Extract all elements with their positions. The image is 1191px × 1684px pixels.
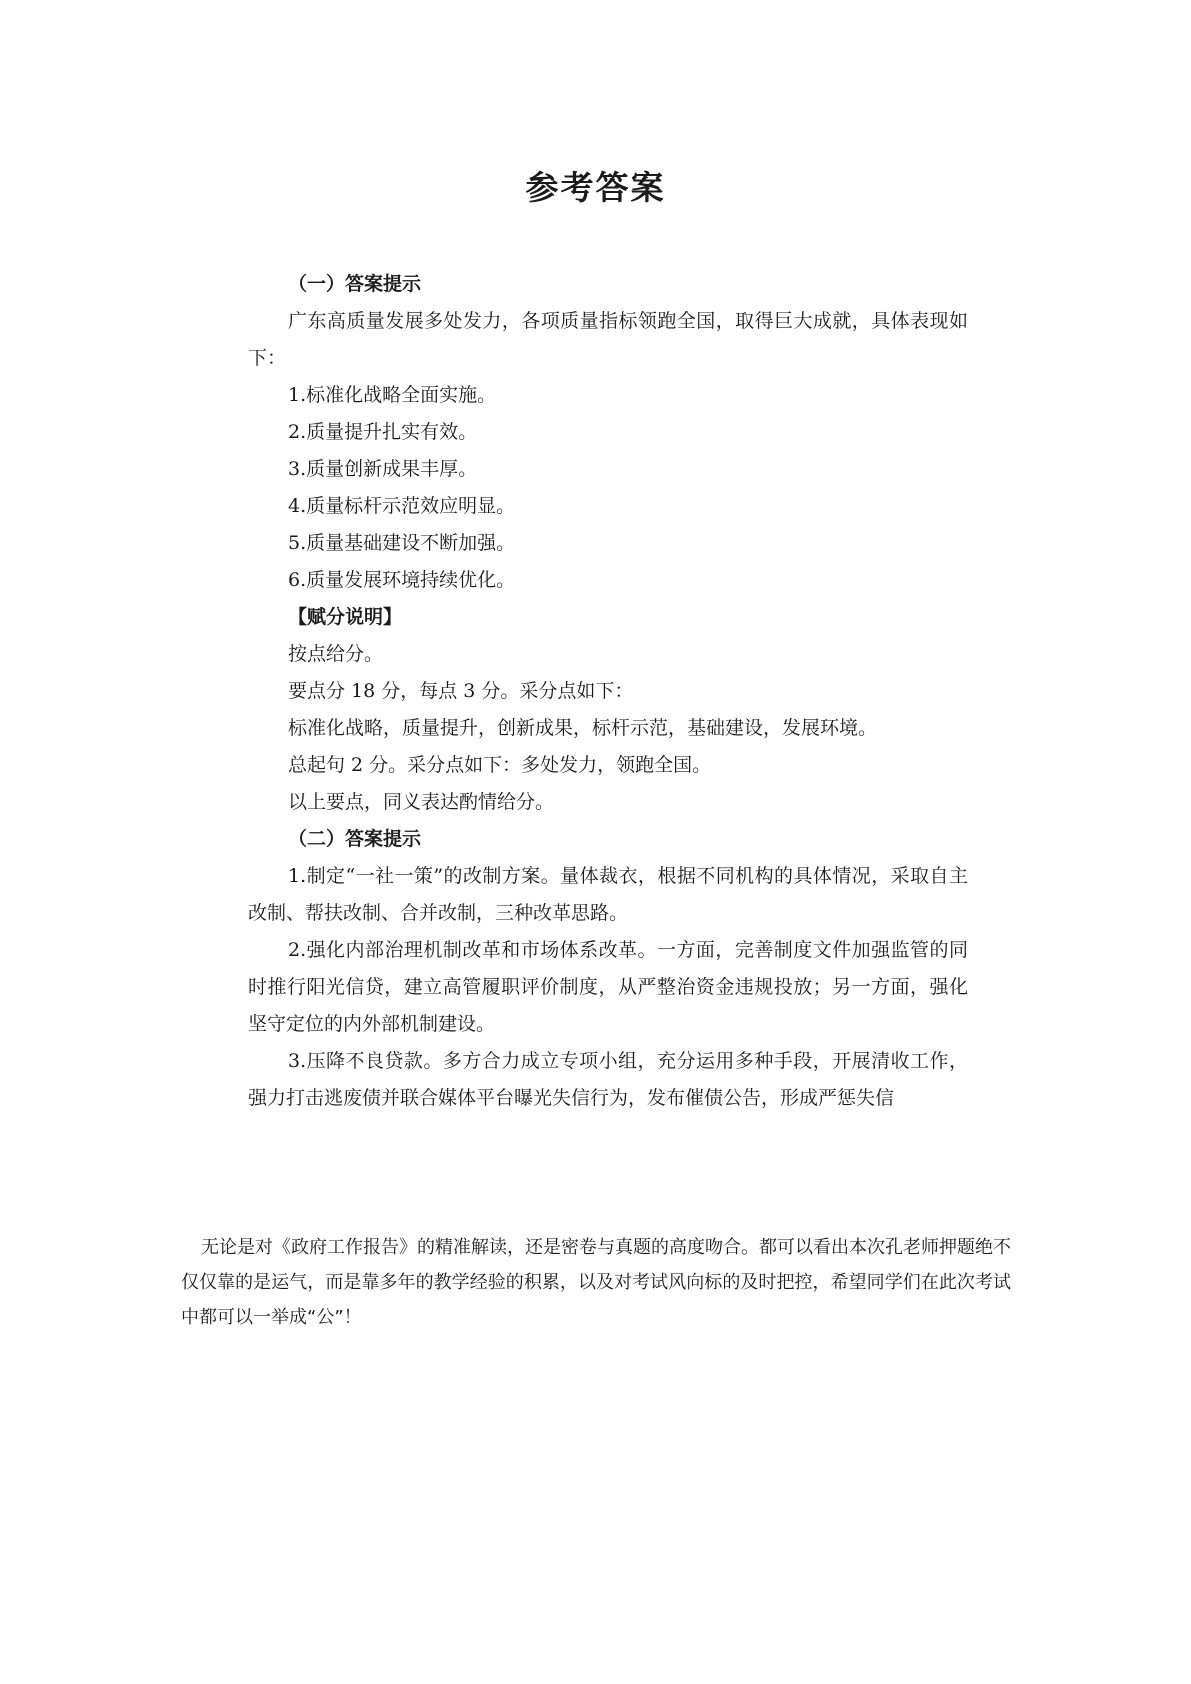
scoring-line-1: 按点给分。: [288, 643, 384, 665]
answer-section: [248, 266, 968, 1117]
section-2-paragraph-2: 2.强化内部治理机制改革和市场体系改革。一方面，完善制度文件加强监管的同时推行阳光信贷，建立高管履职评价制度，从严整治资金违规投放；另一方面，强化坚守定位的内外部机制建设。: [248, 939, 968, 1035]
scoring-line-4: 总起句 2 分。采分点如下：多处发力，领跑全国。: [288, 754, 712, 776]
section-2-paragraph-1: 1.制定“一社一策”的改制方案。量体裁衣，根据不同机构的具体情况，采取自主改制、帮扶改制、合并改制，三种改革思路。: [248, 865, 968, 924]
section-2-paragraph-3: 3.压降不良贷款。多方合力成立专项小组，充分运用多种手段，开展清收工作，强力打击逃废债并联合媒体平台曝光失信行为，发布催债公告，形成严惩失信: [248, 1050, 968, 1109]
scoring-line-2: 要点分 18 分，每点 3 分。采分点如下：: [288, 680, 634, 702]
commentary-paragraph: 无论是对《政府工作报告》的精准解读，还是密卷与真题的高度吻合。都可以看出本次孔老师押题绝不仅仅靠的是运气，而是靠多年的教学经验的积累，以及对考试风向标的及时把控，希望同学们在此次考试中都可以一举成“公”！: [181, 1237, 1011, 1328]
answer-point-3: 3.质量创新成果丰厚。: [288, 458, 478, 480]
page-title: 参考答案: [525, 168, 666, 207]
answer-point-6: 6.质量发展环境持续优化。: [288, 569, 516, 591]
answer-point-2: 2.质量提升扎实有效。: [288, 421, 478, 443]
scoring-line-5: 以上要点，同义表达酌情给分。: [288, 791, 555, 813]
section-2-heading: （二）答案提示: [288, 828, 422, 850]
answer-point-1: 1.标准化战略全面实施。: [288, 384, 497, 406]
section-1-intro: 广东高质量发展多处发力，各项质量指标领跑全国，取得巨大成就，具体表现如下：: [248, 310, 968, 369]
scoring-line-3: 标准化战略，质量提升，创新成果，标杆示范，基础建设，发展环境。: [288, 717, 878, 739]
answer-point-5: 5.质量基础建设不断加强。: [288, 532, 516, 554]
answer-point-4: 4.质量标杆示范效应明显。: [288, 495, 516, 517]
section-1-heading: （一）答案提示: [288, 273, 422, 295]
scoring-heading: 【赋分说明】: [288, 606, 403, 628]
